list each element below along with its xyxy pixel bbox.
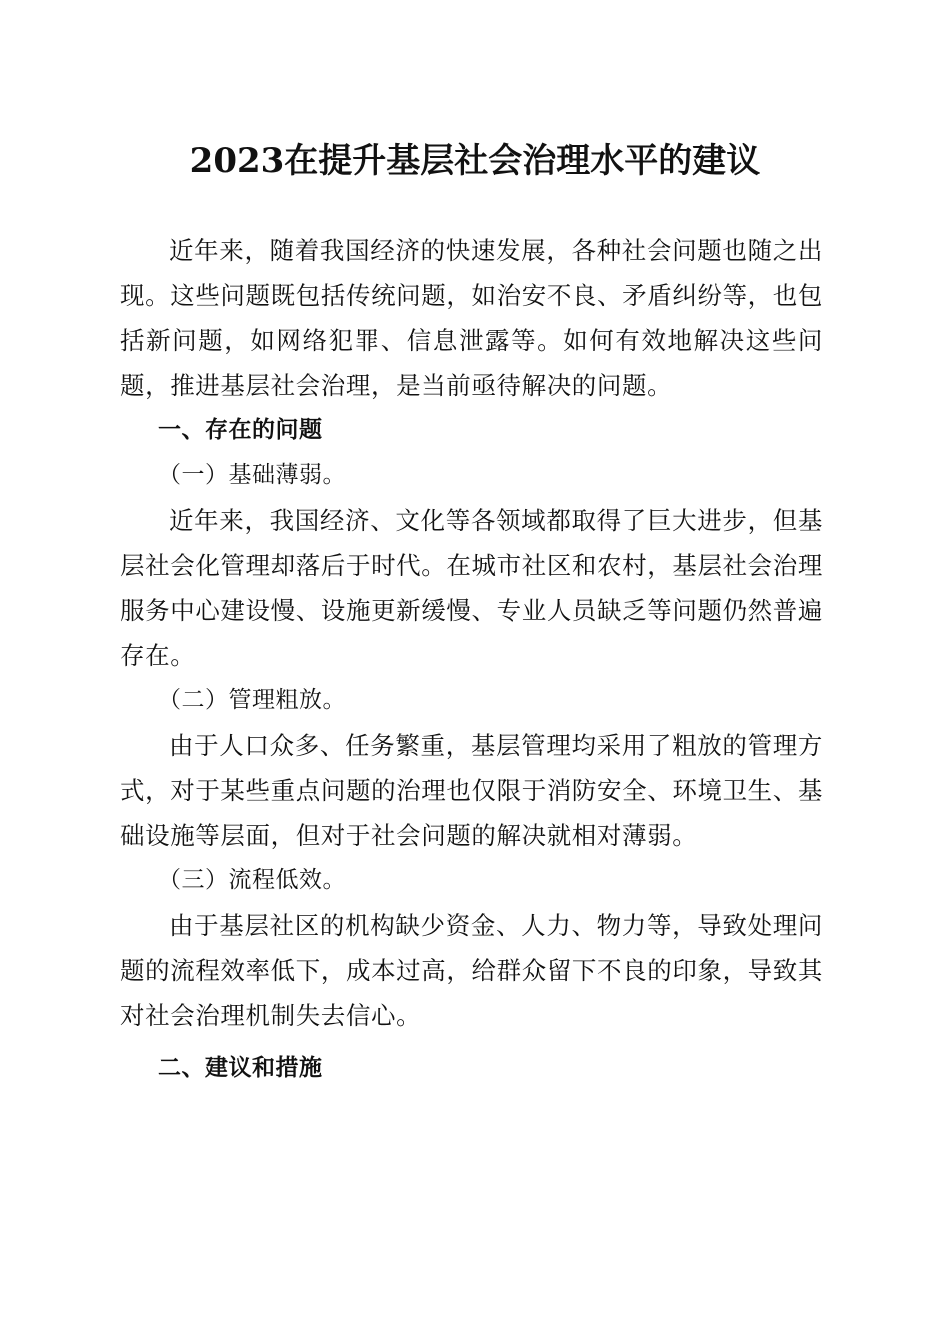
document-body [120,228,823,1091]
paragraph-extensive-management: 由于人口众多、任务繁重，基层管理均采用了粗放的管理方式，对于某些重点问题的治理也仅限于消防安全、环境卫生、基础设施等层面，但对于社会问题的解决就相对薄弱。 [120,731,823,850]
subsection-heading-extensive-management: （二）管理粗放。 [158,687,346,713]
section-heading-problems: 一、存在的问题 [158,417,323,443]
paragraph-inefficient-process: 由于基层社区的机构缺少资金、人力、物力等，导致处理问题的流程效率低下，成本过高，给群众留下不良的印象，导致其对社会治理机制失去信心。 [120,911,823,1030]
paragraph-weak-foundation: 近年来，我国经济、文化等各领域都取得了巨大进步，但基层社会化管理却落后于时代。在城市社区和农村，基层社会治理服务中心建设慢、设施更新缓慢、专业人员缺乏等问题仍然普遍存在。 [120,506,823,670]
document-title: 2023在提升基层社会治理水平的建议 [189,141,761,181]
intro-paragraph: 近年来，随着我国经济的快速发展，各种社会问题也随之出现。这些问题既包括传统问题，如治安不良、矛盾纠纷等，也包括新问题，如网络犯罪、信息泄露等。如何有效地解决这些问题，推进基层社会治理，是当前亟待解决的问题。 [120,236,823,400]
section-spacer [120,1038,823,1046]
section-heading-suggestions: 二、建议和措施 [158,1055,323,1081]
subsection-heading-weak-foundation: （一）基础薄弱。 [158,462,346,488]
subsection-heading-inefficient-process: （三）流程低效。 [158,867,346,893]
